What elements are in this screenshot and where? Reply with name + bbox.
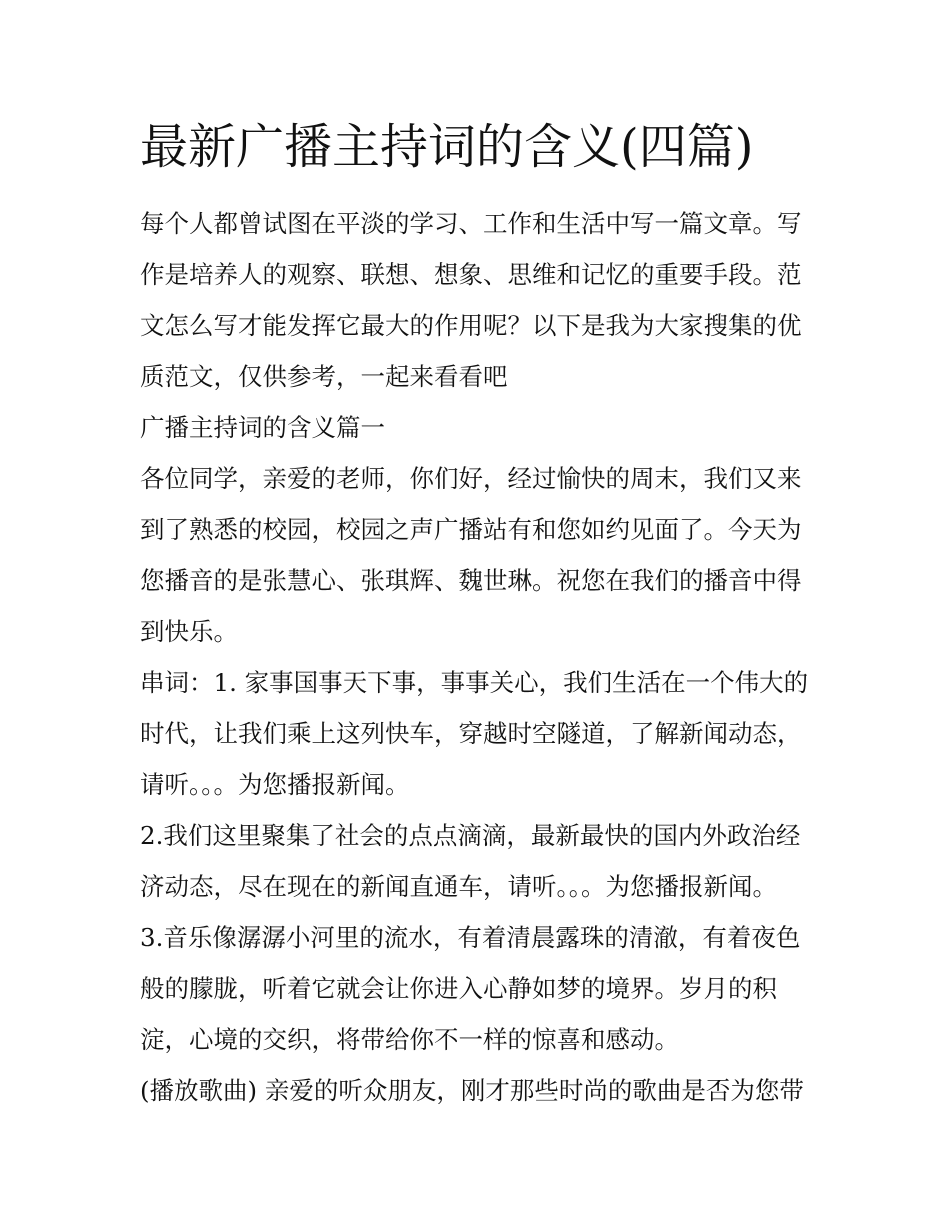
body-paragraph: 3.音乐像潺潺小河里的流水，有着清晨露珠的清澈，有着夜色般的朦胧，听着它就会让你进入心静如梦的境界。岁月的积淀，心境的交织，将带给你不一样的惊喜和感动。 [140,923,801,1054]
document-title: 最新广播主持词的含义(四篇) [140,119,754,175]
body-paragraph: (播放歌曲) 亲爱的听众朋友，刚才那些时尚的歌曲是否为您带 [140,1076,804,1105]
body-paragraph: 各位同学，亲爱的老师，你们好，经过愉快的周末，我们又来到了熟悉的校园，校园之声广播站有和您如约见面了。今天为您播音的是张慧心、张琪辉、魏世琳。祝您在我们的播音中得到快乐。 [140,464,802,646]
intro-paragraph: 每个人都曾试图在平淡的学习、工作和生活中写一篇文章。写作是培养人的观察、联想、想象、思维和记忆的重要手段。范文怎么写才能发挥它最大的作用呢？以下是我为大家搜集的优质范文，仅供参考，一起来看看吧 [140,209,802,391]
document-body [140,198,816,1116]
body-paragraph: 串词：1. 家事国事天下事，事事关心，我们生活在一个伟大的时代，让我们乘上这列快车，穿越时空隧道，了解新闻动态，请听。。。为您播报新闻。 [140,668,809,799]
body-paragraph: 2.我们这里聚集了社会的点点滴滴，最新最快的国内外政治经济动态，尽在现在的新闻直通车，请听。。。为您播报新闻。 [140,821,801,901]
section-heading: 广播主持词的含义篇一 [140,413,385,442]
